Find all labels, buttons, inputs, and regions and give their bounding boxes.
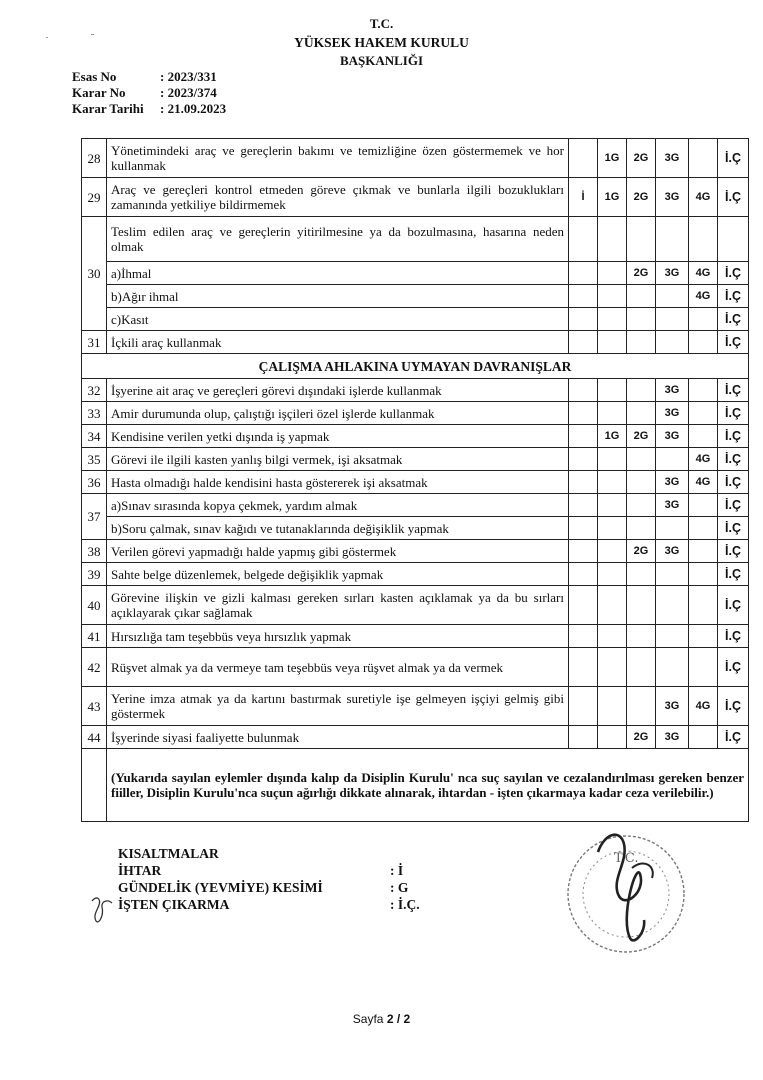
penalty-cell: [569, 425, 598, 448]
table-row: [82, 648, 749, 687]
penalty-cell: [598, 402, 627, 425]
penalty-cell: [569, 625, 598, 648]
penalty-cell: [627, 625, 656, 648]
rule-number: 36: [82, 471, 107, 494]
rule-number: 28: [82, 139, 107, 178]
penalty-cell: [718, 217, 749, 262]
table-row: [82, 517, 749, 540]
rule-number: 38: [82, 540, 107, 563]
penalty-cell: [569, 331, 598, 354]
discipline-penalty-table: [81, 138, 749, 822]
penalty-cell: [569, 448, 598, 471]
penalty-cell: İ.Ç: [718, 308, 749, 331]
penalty-cell: [689, 625, 718, 648]
penalty-cell: İ.Ç: [718, 331, 749, 354]
penalty-cell: [598, 540, 627, 563]
penalty-cell: [598, 331, 627, 354]
penalty-cell: İ.Ç: [718, 540, 749, 563]
penalty-cell: İ.Ç: [718, 625, 749, 648]
header-institution: YÜKSEK HAKEM KURULU: [294, 35, 469, 50]
rule-text: Hırsızlığa tam teşebbüs veya hırsızlık yapmak: [107, 625, 569, 648]
penalty-cell: [627, 471, 656, 494]
penalty-cell: [569, 217, 598, 262]
penalty-cell: 2G: [627, 425, 656, 448]
penalty-cell: İ.Ç: [718, 425, 749, 448]
penalty-cell: [598, 517, 627, 540]
rule-subtext: a)Sınav sırasında kopya çekmek, yardım almak: [107, 494, 569, 517]
penalty-cell: [598, 308, 627, 331]
rule-text: Verilen görevi yapmadığı halde yapmış gibi göstermek: [107, 540, 569, 563]
rule-number: 41: [82, 625, 107, 648]
rule-text: Araç ve gereçleri kontrol etmeden göreve çıkmak ve bunlarla ilgili bozuklukları zamanında yetkiliye bildirmemek: [107, 178, 569, 217]
penalty-cell: 1G: [598, 425, 627, 448]
penalty-cell: [656, 448, 689, 471]
table-row: [82, 586, 749, 625]
rule-text: İçkili araç kullanmak: [107, 331, 569, 354]
penalty-cell: [689, 308, 718, 331]
rule-text: Yerine imza atmak ya da kartını bastırmak suretiyle işe gelmeyen işçiyi gelmiş gibi göstermek: [107, 687, 569, 726]
penalty-cell: [598, 379, 627, 402]
penalty-cell: [627, 563, 656, 586]
penalty-cell: [689, 494, 718, 517]
penalty-cell: [689, 540, 718, 563]
penalty-cell: [627, 379, 656, 402]
penalty-cell: 3G: [656, 540, 689, 563]
penalty-cell: [656, 217, 689, 262]
penalty-cell: İ: [569, 178, 598, 217]
penalty-cell: [689, 425, 718, 448]
rule-number: 37: [82, 494, 107, 540]
rule-text: Hasta olmadığı halde kendisini hasta göstererek işi aksatmak: [107, 471, 569, 494]
penalty-cell: İ.Ç: [718, 648, 749, 687]
penalty-cell: [598, 471, 627, 494]
table-row: [82, 379, 749, 402]
abbr-gundelik: GÜNDELİK (YEVMİYE) KESİMİ : G: [118, 880, 409, 895]
penalty-cell: [598, 448, 627, 471]
penalty-cell: İ.Ç: [718, 379, 749, 402]
rule-text: Rüşvet almak ya da vermeye tam teşebbüs veya rüşvet almak ya da vermek: [107, 648, 569, 687]
penalty-cell: [627, 648, 656, 687]
rule-subtext: c)Kasıt: [107, 308, 569, 331]
table-row: [82, 540, 749, 563]
penalty-cell: [656, 648, 689, 687]
penalty-cell: İ.Ç: [718, 563, 749, 586]
penalty-cell: 4G: [689, 471, 718, 494]
penalty-cell: [627, 687, 656, 726]
closing-note: (Yukarıda sayılan eylemler dışında kalıp da Disiplin Kurulu' nca suç sayılan ve cezalandırılması gereken benzer fiiller, Disiplin Kurulu'nca suçun ağırlığı dikkate alınarak, ihtardan - işten çıkarmaya kadar ceza verilebilir.): [107, 749, 749, 822]
table-row: [82, 139, 749, 178]
rule-text: Kendisine verilen yetki dışında iş yapmak: [107, 425, 569, 448]
penalty-cell: [627, 217, 656, 262]
meta-karar-tarihi: Karar Tarihi : 21.09.2023: [72, 101, 227, 116]
penalty-cell: [569, 687, 598, 726]
scan-speck: [46, 37, 48, 38]
penalty-cell: 3G: [656, 139, 689, 178]
penalty-cell: İ.Ç: [718, 448, 749, 471]
table-row: [82, 217, 749, 262]
penalty-cell: 4G: [689, 285, 718, 308]
penalty-cell: 3G: [656, 425, 689, 448]
rule-number: 33: [82, 402, 107, 425]
penalty-cell: [689, 517, 718, 540]
penalty-cell: İ.Ç: [718, 726, 749, 749]
table-row: [82, 563, 749, 586]
penalty-cell: İ.Ç: [718, 494, 749, 517]
rule-number: 35: [82, 448, 107, 471]
penalty-cell: [569, 586, 598, 625]
page-footer: Sayfa 2 / 2: [352, 1012, 411, 1026]
table-row: [82, 285, 749, 308]
penalty-cell: 3G: [656, 402, 689, 425]
penalty-cell: [598, 262, 627, 285]
penalty-cell: İ.Ç: [718, 178, 749, 217]
table-row: [82, 308, 749, 331]
header-tc: T.C.: [369, 16, 394, 31]
initials-signature: [88, 893, 128, 927]
penalty-cell: 3G: [656, 471, 689, 494]
header-presidency: BAŞKANLIĞI: [339, 53, 424, 68]
table-row: [82, 262, 749, 285]
penalty-cell: 1G: [598, 178, 627, 217]
rule-text: Teslim edilen araç ve gereçlerin yitirilmesine ya da bozulmasına, hasarına neden olmak: [107, 217, 569, 262]
penalty-cell: [598, 648, 627, 687]
scan-speck: [91, 34, 94, 35]
penalty-cell: [627, 494, 656, 517]
penalty-cell: [627, 331, 656, 354]
penalty-cell: [569, 517, 598, 540]
rule-number: 31: [82, 331, 107, 354]
abbreviations-title: KISALTMALAR: [118, 846, 219, 861]
table-row: [82, 625, 749, 648]
penalty-cell: 2G: [627, 726, 656, 749]
penalty-cell: [569, 139, 598, 178]
penalty-cell: 4G: [689, 687, 718, 726]
rule-number: 34: [82, 425, 107, 448]
penalty-cell: [689, 331, 718, 354]
official-seal-stamp: [560, 822, 690, 962]
penalty-cell: [656, 331, 689, 354]
penalty-cell: İ.Ç: [718, 262, 749, 285]
penalty-cell: [689, 402, 718, 425]
penalty-cell: [569, 648, 598, 687]
rule-text: Görevi ile ilgili kasten yanlış bilgi vermek, işi aksatmak: [107, 448, 569, 471]
svg-text:T.C.: T.C.: [614, 851, 639, 866]
penalty-cell: [569, 563, 598, 586]
penalty-cell: [689, 139, 718, 178]
penalty-cell: İ.Ç: [718, 687, 749, 726]
rule-text: Yönetimindeki araç ve gereçlerin bakımı ve temizliğine özen göstermemek ve hor kullanmak: [107, 139, 569, 178]
table-row: [82, 448, 749, 471]
table-row: [82, 425, 749, 448]
penalty-cell: [598, 625, 627, 648]
rule-number: 43: [82, 687, 107, 726]
penalty-cell: [598, 563, 627, 586]
table-row: [82, 402, 749, 425]
penalty-cell: İ.Ç: [718, 402, 749, 425]
rule-text: İşyerinde siyasi faaliyette bulunmak: [107, 726, 569, 749]
penalty-cell: 3G: [656, 494, 689, 517]
penalty-cell: [627, 285, 656, 308]
penalty-cell: 2G: [627, 139, 656, 178]
rule-text: Görevine ilişkin ve gizli kalması gereken sırları kasten açıklamak ya da bu sırları açıklayarak çıkar sağlamak: [107, 586, 569, 625]
penalty-cell: 2G: [627, 178, 656, 217]
rule-number: 42: [82, 648, 107, 687]
penalty-cell: İ.Ç: [718, 139, 749, 178]
penalty-cell: [627, 448, 656, 471]
penalty-cell: 4G: [689, 262, 718, 285]
penalty-cell: 4G: [689, 448, 718, 471]
abbreviations-block: [118, 845, 420, 913]
penalty-cell: [689, 563, 718, 586]
penalty-cell: [569, 540, 598, 563]
table-row: [82, 494, 749, 517]
penalty-cell: [689, 586, 718, 625]
penalty-cell: [598, 494, 627, 517]
section-row: [82, 354, 749, 379]
penalty-cell: 3G: [656, 379, 689, 402]
note-row: [82, 749, 749, 822]
rule-text: Amir durumunda olup, çalıştığı işçileri özel işlerde kullanmak: [107, 402, 569, 425]
note-spacer: [82, 749, 107, 822]
penalty-cell: [569, 308, 598, 331]
penalty-cell: [656, 308, 689, 331]
rule-text: Sahte belge düzenlemek, belgede değişiklik yapmak: [107, 563, 569, 586]
meta-karar-no: Karar No : 2023/374: [72, 85, 217, 100]
abbr-ihtar: İHTAR : İ: [118, 863, 404, 878]
penalty-cell: 4G: [689, 178, 718, 217]
penalty-cell: [689, 379, 718, 402]
rule-number: 30: [82, 217, 107, 331]
rule-number: 44: [82, 726, 107, 749]
penalty-cell: [569, 402, 598, 425]
rule-subtext: a)İhmal: [107, 262, 569, 285]
penalty-cell: [627, 586, 656, 625]
penalty-cell: [627, 402, 656, 425]
table-row: [82, 471, 749, 494]
penalty-cell: [656, 625, 689, 648]
table-row: [82, 178, 749, 217]
penalty-cell: 3G: [656, 687, 689, 726]
penalty-cell: 3G: [656, 726, 689, 749]
abbr-isten-cikarma: İŞTEN ÇIKARMA : İ.Ç.: [118, 897, 420, 912]
penalty-cell: [569, 379, 598, 402]
penalty-cell: [598, 687, 627, 726]
penalty-cell: İ.Ç: [718, 586, 749, 625]
table-row: [82, 687, 749, 726]
penalty-cell: [689, 648, 718, 687]
penalty-cell: İ.Ç: [718, 517, 749, 540]
penalty-cell: [569, 494, 598, 517]
penalty-cell: [598, 217, 627, 262]
penalty-cell: İ.Ç: [718, 285, 749, 308]
penalty-cell: [598, 726, 627, 749]
penalty-cell: [569, 726, 598, 749]
penalty-cell: [598, 285, 627, 308]
rule-number: 39: [82, 563, 107, 586]
rule-subtext: b)Soru çalmak, sınav kağıdı ve tutanaklarında değişiklik yapmak: [107, 517, 569, 540]
penalty-cell: [656, 586, 689, 625]
penalty-cell: [569, 285, 598, 308]
penalty-cell: 2G: [627, 540, 656, 563]
rule-text: İşyerine ait araç ve gereçleri görevi dışındaki işlerde kullanmak: [107, 379, 569, 402]
penalty-cell: 1G: [598, 139, 627, 178]
penalty-cell: [656, 563, 689, 586]
meta-esas-no: Esas No : 2023/331: [72, 69, 217, 84]
penalty-cell: [598, 586, 627, 625]
penalty-cell: 3G: [656, 178, 689, 217]
table-row: [82, 726, 749, 749]
rule-number: 32: [82, 379, 107, 402]
penalty-cell: [656, 517, 689, 540]
rule-number: 40: [82, 586, 107, 625]
rule-subtext: b)Ağır ihmal: [107, 285, 569, 308]
penalty-cell: [689, 217, 718, 262]
table-row: [82, 331, 749, 354]
penalty-cell: [569, 471, 598, 494]
penalty-cell: [627, 308, 656, 331]
penalty-cell: 3G: [656, 262, 689, 285]
penalty-cell: [627, 517, 656, 540]
section-heading: ÇALIŞMA AHLAKINA UYMAYAN DAVRANIŞLAR: [82, 354, 749, 379]
penalty-cell: İ.Ç: [718, 471, 749, 494]
penalty-cell: [656, 285, 689, 308]
case-metadata: [72, 69, 226, 117]
rule-number: 29: [82, 178, 107, 217]
penalty-cell: 2G: [627, 262, 656, 285]
penalty-cell: [689, 726, 718, 749]
penalty-cell: [569, 262, 598, 285]
